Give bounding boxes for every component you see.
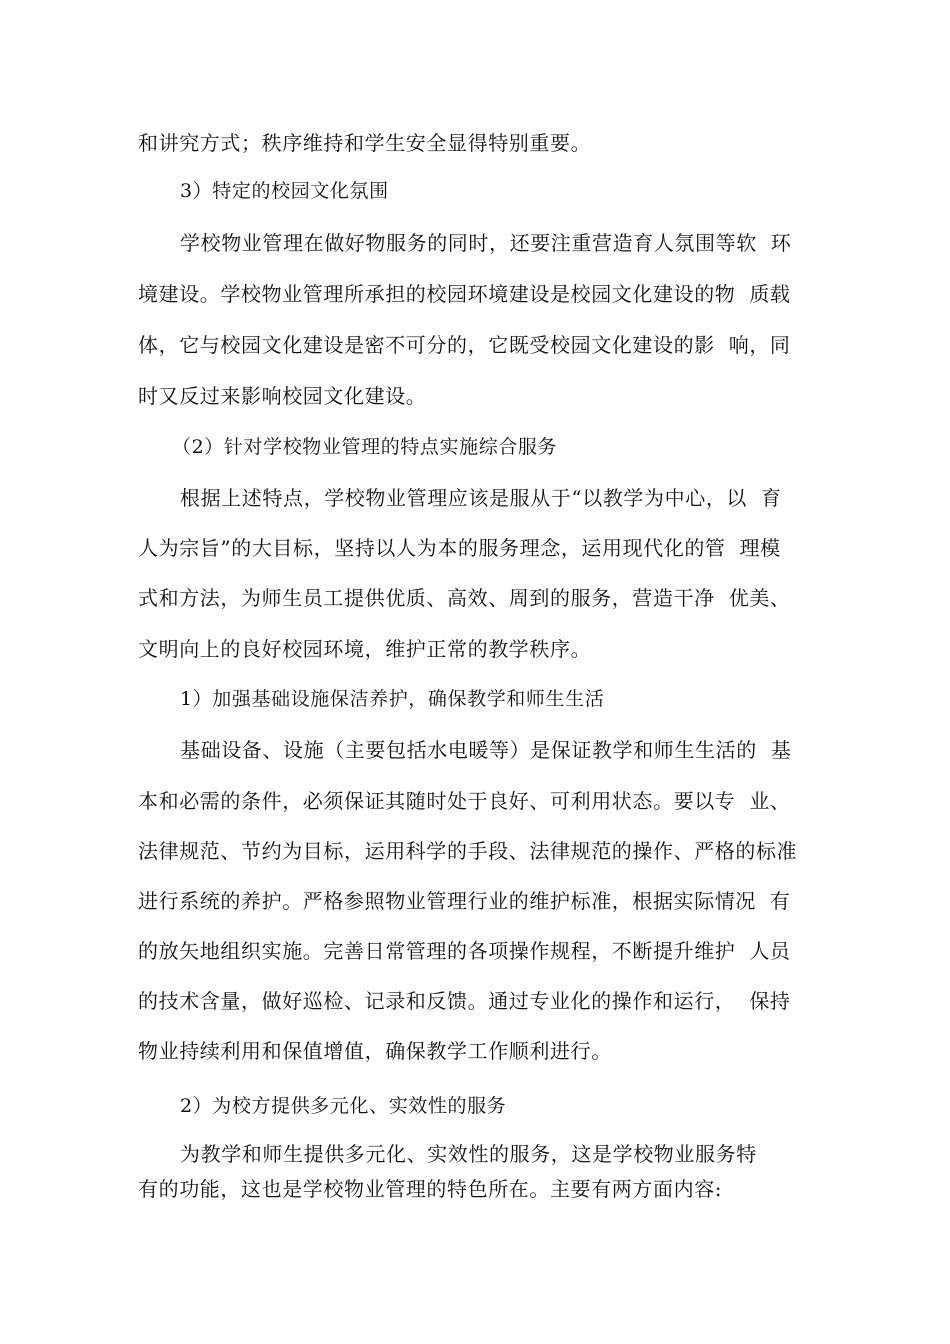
body-line: 法律规范、节约为目标，运用科学的手段、法律规范的操作、严格的标准 bbox=[138, 839, 798, 863]
body-line: 的放矢地组织实施。完善日常管理的各项操作规程，不断提升维护 人员 bbox=[138, 939, 791, 963]
body-line: 体，它与校园文化建设是密不可分的，它既受校园文化建设的影 响，同 bbox=[138, 333, 791, 357]
body-line: 的技术含量，做好巡检、记录和反馈。通过专业化的操作和运行， 保持 bbox=[138, 989, 791, 1013]
body-line: 式和方法，为师生员工提供优质、高效、周到的服务，营造干净 优美、 bbox=[138, 586, 791, 610]
body-line: 时又反过来影响校园文化建设。 bbox=[138, 384, 427, 408]
paragraph-first-line: 基础设备、设施（主要包括水电暖等）是保证教学和师生生活的 基 bbox=[180, 738, 792, 762]
body-line: 文明向上的良好校园环境，维护正常的教学秩序。 bbox=[138, 637, 592, 661]
body-line: 人为宗旨”的大目标，坚持以人为本的服务理念，运用现代化的管 理模 bbox=[138, 536, 781, 560]
section-heading: （2）针对学校物业管理的特点实施综合服务 bbox=[172, 436, 558, 458]
section-heading: 1）加强基础设施保洁养护，确保教学和师生生活 bbox=[180, 688, 605, 710]
body-line: 进行系统的养护。严格参照物业管理行业的维护标准，根据实际情况 有 bbox=[138, 889, 791, 913]
body-line: 本和必需的条件，必须保证其随时处于良好、可利用状态。要以专 业、 bbox=[138, 789, 791, 813]
section-heading: 3）特定的校园文化氛围 bbox=[180, 180, 389, 202]
paragraph-first-line: 学校物业管理在做好物服务的同时，还要注重营造育人氛围等软 环 bbox=[180, 231, 792, 255]
body-line: 有的功能，这也是学校物业管理的特色所在。主要有两方面内容: bbox=[138, 1177, 723, 1201]
body-line: 境建设。学校物业管理所承担的校园环境建设是校园文化建设的物 质载 bbox=[138, 282, 791, 306]
paragraph-first-line: 为教学和师生提供多元化、实效性的服务，这是学校物业服务特 bbox=[180, 1142, 757, 1166]
paragraph-first-line: 根据上述特点，学校物业管理应该是服从于“以教学为中心，以 育 bbox=[180, 486, 782, 510]
section-heading: 2）为校方提供多元化、实效性的服务 bbox=[180, 1095, 507, 1117]
body-line: 和讲究方式；秩序维持和学生安全显得特别重要。 bbox=[138, 131, 592, 155]
body-line: 物业持续利用和保值增值，确保教学工作顺利进行。 bbox=[138, 1039, 612, 1063]
